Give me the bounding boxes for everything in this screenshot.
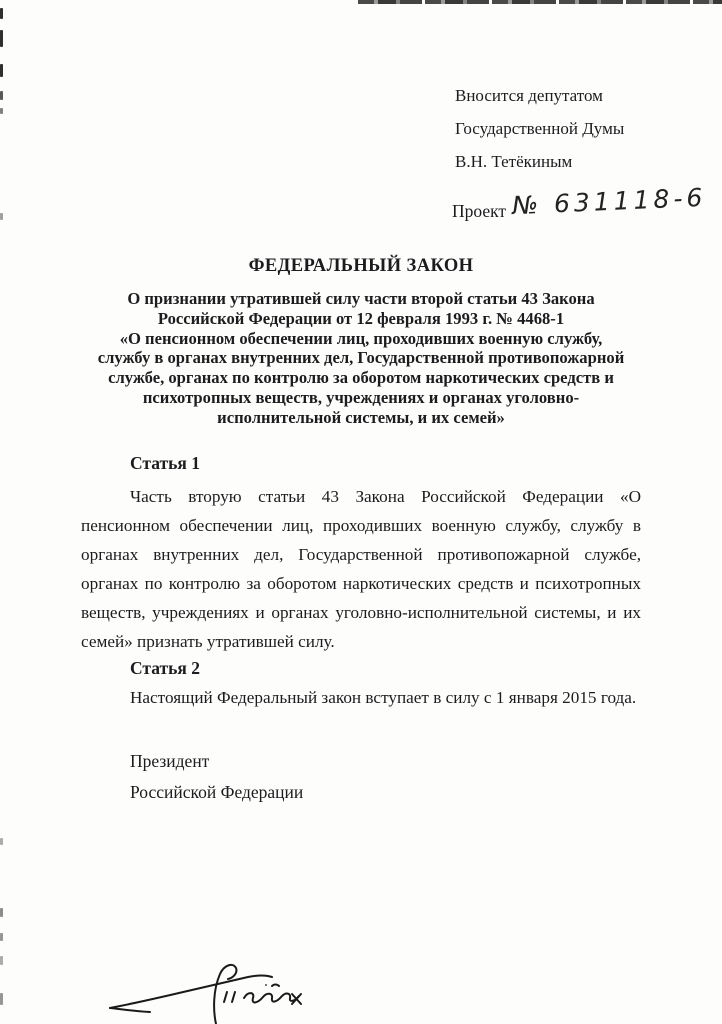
scan-edge-artifact-top (358, 0, 722, 4)
signatory-line: Президент (130, 751, 210, 771)
law-kind-title: ФЕДЕРАЛЬНЫЙ ЗАКОН (248, 256, 474, 276)
article-1-line: органах по контролю за оборотом наркотических средств и психотропных (81, 574, 641, 593)
scan-speck (0, 108, 3, 114)
article-2-heading: Статья 2 (130, 658, 200, 678)
article-2-body: Настоящий Федеральный закон вступает в силу с 1 января 2015 года. (130, 688, 637, 707)
article-1-line: органах внутренних дел, Государственной противопожарной службе, (81, 545, 641, 564)
scan-speck (0, 956, 3, 965)
scan-speck (0, 993, 3, 1005)
scan-speck (0, 933, 3, 941)
scan-speck (0, 8, 3, 19)
law-title-line: исполнительной системы, и их семей» (217, 407, 505, 427)
submitted-by-block (455, 79, 624, 178)
scan-speck (0, 908, 3, 917)
article-1-line: Часть вторую статьи 43 Закона Российской Федерации «О (130, 487, 641, 506)
signatory-line: Российской Федерации (130, 782, 304, 802)
scan-speck (0, 838, 3, 845)
law-title-line: Российской Федерации от 12 февраля 1993 г. № 4468-1 (157, 308, 565, 328)
handwritten-signature-icon (96, 958, 311, 1024)
project-number-handwritten: № 631118-6 (511, 182, 707, 221)
article-1-line: семей» признать утратившей силу. (81, 632, 335, 651)
scan-speck (0, 91, 3, 100)
article-1-body (81, 482, 641, 656)
article-1-heading: Статья 1 (130, 453, 200, 473)
scan-speck (0, 64, 3, 77)
project-label: Проект (452, 201, 507, 221)
signatory-block (130, 746, 303, 808)
scan-speck (0, 30, 3, 47)
scan-speck (0, 213, 3, 220)
law-title-line: службе, органах по контролю за оборотом наркотических средств и (108, 368, 614, 388)
submitted-by-line: Государственной Думы (455, 119, 625, 138)
law-subject-title (64, 289, 658, 428)
law-title-line: службу в органах внутренних дел, Государственной противопожарной (97, 348, 625, 368)
law-title-line: О признании утратившей силу части второй статьи 43 Закона (127, 289, 595, 308)
submitted-by-line: В.Н. Тетёкиным (455, 152, 573, 171)
law-title-line: психотропных веществ, учреждениях и органах уголовно- (142, 387, 580, 407)
submitted-by-line: Вносится депутатом (455, 86, 603, 105)
article-1-line: веществ, учреждениях и органах уголовно-исполнительной системы, и их (81, 603, 641, 622)
law-title-line: «О пенсионном обеспечении лиц, проходивших военную службу, (119, 328, 603, 348)
article-1-line: пенсионном обеспечении лиц, проходивших военную службу, службу в (81, 516, 641, 535)
